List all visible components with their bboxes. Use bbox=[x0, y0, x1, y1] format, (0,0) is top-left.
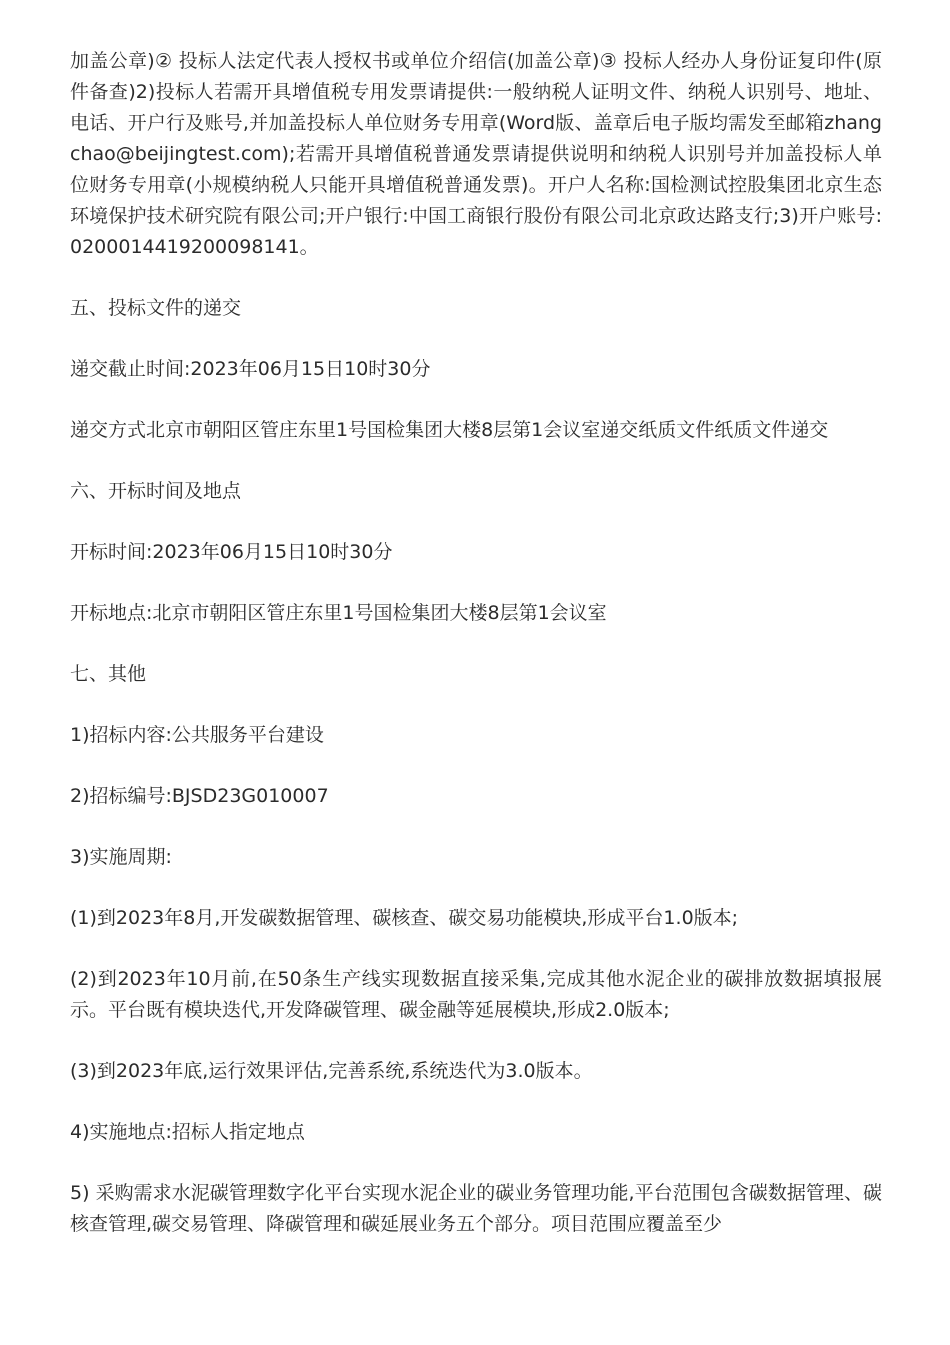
tender-content: 1)招标内容:公共服务平台建设 bbox=[70, 724, 324, 746]
submission-deadline: 递交截止时间:2023年06月15日10时30分 bbox=[70, 358, 431, 380]
period-item-2: (2)到2023年10月前,在50条生产线实现数据直接采集,完成其他水泥企业的碳排放数据填报展示。平台既有模块迭代,开发降碳管理、碳金融等延展模块,形成2.0版本; bbox=[70, 968, 882, 1021]
opening-location: 开标地点:北京市朝阳区管庄东里1号国检集团大楼8层第1会议室 bbox=[70, 602, 607, 624]
document-body bbox=[70, 46, 882, 1240]
opening-time: 开标时间:2023年06月15日10时30分 bbox=[70, 541, 393, 563]
implementation-period-label: 3)实施周期: bbox=[70, 846, 172, 868]
section-heading-submission: 五、投标文件的递交 bbox=[70, 297, 242, 319]
submission-method: 递交方式北京市朝阳区管庄东里1号国检集团大楼8层第1会议室递交纸质文件纸质文件递交 bbox=[70, 419, 829, 441]
procurement-requirements: 5) 采购需求水泥碳管理数字化平台实现水泥企业的碳业务管理功能,平台范围包含碳数据管理、碳核查管理,碳交易管理、降碳管理和碳延展业务五个部分。项目范围应覆盖至少 bbox=[70, 1182, 882, 1235]
section-heading-other: 七、其他 bbox=[70, 663, 147, 685]
period-item-1: (1)到2023年8月,开发碳数据管理、碳核查、碳交易功能模块,形成平台1.0版本; bbox=[70, 907, 739, 929]
tender-number: 2)招标编号:BJSD23G010007 bbox=[70, 785, 329, 807]
paragraph-payment-info: 加盖公章)② 投标人法定代表人授权书或单位介绍信(加盖公章)③ 投标人经办人身份证复印件(原件备查)2)投标人若需开具增值税专用发票请提供:一般纳税人证明文件、纳税人识别号、地址、电话、开户行及账号,并加盖投标人单位财务专用章(Word版、盖章后电子版均需发至邮箱zhangchao@beijingtest.com);若需开具增值税普通发票请提供说明和纳税人识别号并加盖投标人单位财务专用章(小规模纳税人只能开具增值税普通发票)。开户人名称:国检测试控股集团北京生态环境保护技术研究院有限公司;开户银行:中国工商银行股份有限公司北京政达路支行;3)开户账号:0200014419200098141。 bbox=[70, 50, 882, 258]
period-item-3: (3)到2023年底,运行效果评估,完善系统,系统迭代为3.0版本。 bbox=[70, 1060, 593, 1082]
implementation-location: 4)实施地点:招标人指定地点 bbox=[70, 1121, 305, 1143]
section-heading-opening: 六、开标时间及地点 bbox=[70, 480, 242, 502]
